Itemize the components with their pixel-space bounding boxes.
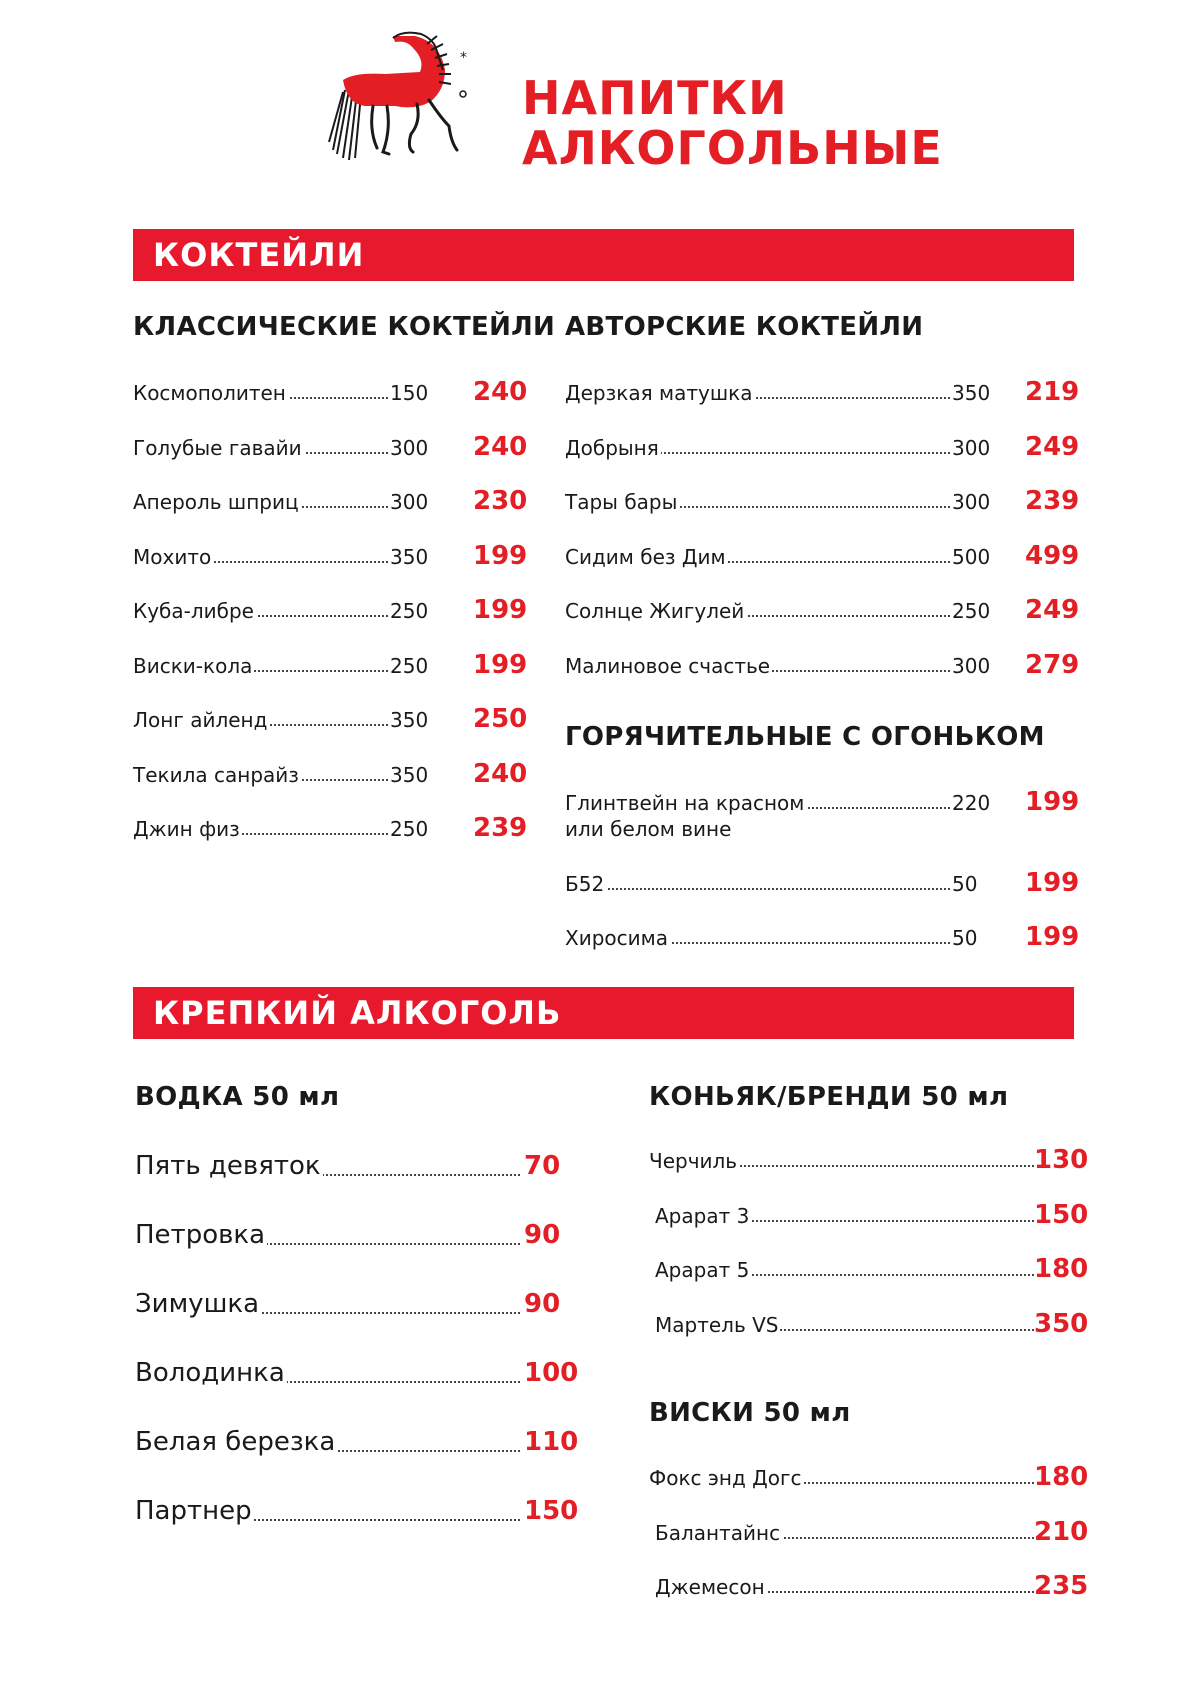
menu-item [655, 1254, 1089, 1287]
menu-item-name: Джемесон [655, 1575, 765, 1599]
subsection-title-cognac: КОНЬЯК/БРЕНДИ 50 мл [649, 1082, 1009, 1112]
menu-item-name: Партнер [135, 1496, 252, 1526]
menu-item [565, 922, 1085, 955]
subsection-title-hot: ГОРЯЧИТЕЛЬНЫЕ С ОГОНЬКОМ [565, 722, 1045, 752]
subsection-title-author: АВТОРСКИЕ КОКТЕЙЛИ [565, 312, 924, 342]
menu-item-price: 235 [1034, 1571, 1089, 1601]
menu-item-name: Арарат 5 [655, 1258, 750, 1282]
menu-item [565, 377, 1085, 410]
menu-item [655, 1199, 1089, 1233]
menu-item [133, 377, 533, 410]
menu-item [565, 540, 1085, 574]
menu-item-volume: 350 [390, 762, 429, 787]
menu-item-name: Петровка [135, 1220, 266, 1250]
menu-item-name: Балантайнс [655, 1520, 781, 1545]
menu-item-volume: 300 [952, 653, 991, 678]
menu-item-volume: 300 [390, 490, 429, 514]
menu-item [565, 649, 1085, 683]
menu-item-price: 90 [520, 1288, 560, 1320]
menu-item-name: Джин физ [133, 817, 240, 841]
menu-item-volume: 50 [952, 926, 978, 950]
menu-item [135, 1150, 575, 1180]
menu-item-volume: 350 [390, 544, 429, 569]
menu-item-name: Куба-либре [133, 599, 254, 623]
menu-item-price: 230 [473, 486, 528, 516]
menu-item-price: 90 [520, 1219, 560, 1251]
menu-item-volume: 350 [952, 381, 991, 405]
section-band-strong: КРЕПКИЙ АЛКОГОЛЬ [133, 987, 1074, 1039]
menu-item-name: Космополитен [133, 381, 286, 405]
page-title-line-1: НАПИТКИ [522, 71, 788, 125]
menu-item [135, 1426, 579, 1457]
menu-item-volume: 150 [390, 381, 429, 405]
menu-item-volume: 500 [952, 544, 991, 569]
menu-item-price: 279 [1025, 649, 1080, 680]
menu-item [649, 1462, 1089, 1495]
menu-item-volume: 220 [952, 791, 991, 815]
menu-item-name: Солнце Жигулей [565, 599, 745, 623]
menu-item [655, 1571, 1089, 1604]
menu-item [135, 1357, 579, 1388]
menu-item-price: 199 [473, 649, 528, 680]
menu-item-name: Черчиль [649, 1149, 738, 1173]
page-title-line-2: АЛКОГОЛЬНЫЕ [522, 121, 943, 175]
menu-item-name: Б52 [565, 871, 605, 896]
menu-item [133, 704, 533, 737]
menu-item-price: 199 [1025, 922, 1080, 952]
menu-item [133, 649, 533, 683]
menu-item-price: 150 [1034, 1199, 1089, 1230]
menu-item-volume: 350 [390, 708, 429, 732]
menu-item-price: 249 [1025, 595, 1080, 625]
menu-item [133, 758, 533, 792]
menu-item-name: Фокс энд Догс [649, 1466, 802, 1490]
menu-item-name: Апероль шприц [133, 490, 299, 514]
menu-item [135, 1495, 579, 1526]
menu-item-price: 499 [1025, 540, 1080, 571]
menu-item [655, 1308, 1089, 1342]
menu-item [565, 867, 1085, 901]
menu-item-name: Лонг айленд [133, 708, 268, 732]
menu-item-price: 130 [1034, 1145, 1089, 1175]
menu-item-price: 239 [473, 813, 528, 843]
menu-item-price: 70 [520, 1150, 560, 1182]
menu-item-price: 110 [520, 1426, 578, 1458]
menu-item-price: 249 [1025, 431, 1080, 462]
menu-item [133, 486, 533, 519]
menu-item-name: Малиновое счастье [565, 653, 771, 678]
menu-item-price: 199 [1025, 867, 1080, 898]
menu-item-price: 239 [1025, 486, 1080, 516]
leader-dots [585, 888, 950, 890]
menu-item-name: Хиросима [565, 926, 668, 950]
menu-item-price: 240 [473, 758, 528, 789]
menu-item-volume: 300 [952, 490, 991, 514]
subsection-title-vodka: ВОДКА 50 мл [135, 1082, 340, 1112]
red-horse-logo-icon [325, 30, 490, 172]
menu-item [655, 1516, 1089, 1550]
menu-item [133, 540, 533, 574]
menu-item-volume: 300 [390, 435, 429, 460]
subsection-title-whisky: ВИСКИ 50 мл [649, 1398, 851, 1428]
menu-item-name: Мартель VS [655, 1312, 779, 1337]
menu-item-volume: 250 [390, 599, 429, 623]
menu-item-volume: 250 [952, 599, 991, 623]
menu-item-name: Володинка [135, 1358, 285, 1388]
section-band-cocktails: КОКТЕЙЛИ [133, 229, 1074, 281]
menu-item-name: Глинтвейн на красном [565, 791, 805, 815]
menu-item-price: 150 [520, 1495, 578, 1527]
menu-item-name: Тары бары [565, 490, 678, 514]
menu-item [135, 1288, 575, 1318]
menu-item-name: Пять девяток [135, 1151, 321, 1181]
menu-item-price: 250 [473, 704, 528, 734]
svg-text:*: * [460, 50, 467, 66]
menu-item-price: 350 [1034, 1308, 1089, 1339]
menu-item [565, 431, 1085, 465]
menu-item-name: Арарат 3 [655, 1203, 750, 1228]
menu-item [133, 431, 533, 465]
menu-item [565, 595, 1085, 628]
menu-item-volume: 250 [390, 817, 429, 841]
menu-item-volume: 300 [952, 435, 991, 460]
menu-item-price: 100 [520, 1357, 578, 1389]
menu-item [565, 787, 1085, 841]
menu-item [565, 486, 1085, 519]
menu-item [133, 595, 533, 628]
menu-item-price: 240 [473, 377, 528, 407]
menu-item-price: 210 [1034, 1516, 1089, 1547]
menu-item-name: Виски-кола [133, 653, 253, 678]
menu-item-name: Дерзкая матушка [565, 381, 753, 405]
menu-item-name: Мохито [133, 544, 212, 569]
menu-item-price: 199 [473, 540, 528, 571]
menu-item-price: 180 [1034, 1462, 1089, 1492]
menu-item-price: 180 [1034, 1254, 1089, 1284]
menu-item-price: 199 [473, 595, 528, 625]
menu-item [133, 813, 533, 846]
menu-item [135, 1219, 575, 1249]
menu-item-volume: 50 [952, 871, 978, 896]
menu-item-price: 240 [473, 431, 528, 462]
menu-item-name: Зимушка [135, 1289, 259, 1319]
subsection-title-classic: КЛАССИЧЕСКИЕ КОКТЕЙЛИ [133, 312, 556, 342]
menu-item-name-line-2: или белом вине [565, 817, 732, 841]
menu-item-name: Сидим без Дим [565, 544, 726, 569]
menu-item-name: Белая березка [135, 1427, 336, 1457]
menu-item-price: 219 [1025, 377, 1080, 407]
menu-item-name: Текила санрайз [133, 762, 299, 787]
menu-item [649, 1145, 1089, 1178]
menu-item-name: Голубые гавайи [133, 435, 302, 460]
menu-item-price: 199 [1025, 787, 1080, 817]
menu-item-name: Добрыня [565, 435, 659, 460]
menu-item-volume: 250 [390, 653, 429, 678]
